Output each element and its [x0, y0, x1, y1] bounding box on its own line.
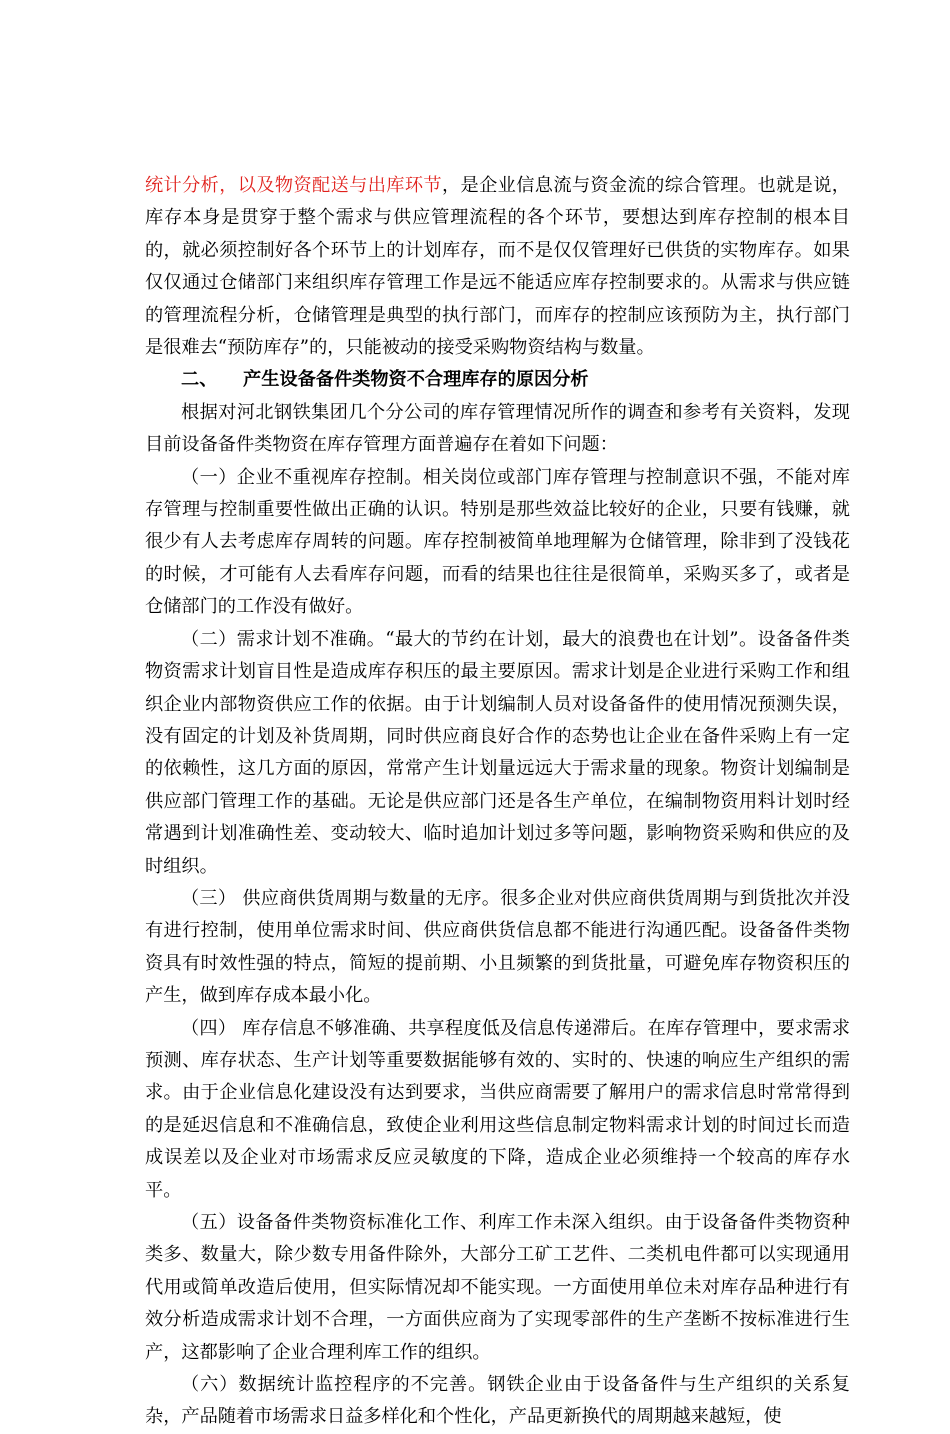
highlighted-phrase: 统计分析，以及物资配送与出库环节	[145, 175, 442, 196]
section-heading	[145, 364, 850, 396]
paragraph-issue-1: （一）企业不重视库存控制。相关岗位或部门库存管理与控制意识不强，不能对库存管理与控制重要性做出正确的认识。特别是那些效益比较好的企业，只要有钱赚，就很少有人去考虑库存周转的问题。库存控制被简单地理解为仓储管理，除非到了没钱花的时候，才可能有人去看库存问题，而看的结果也往往是很简单，采购买多了，或者是仓储部门的工作没有做好。	[145, 466, 850, 618]
section-number: 二、	[181, 369, 218, 391]
paragraph-issue-4: （四） 库存信息不够准确、共享程度低及信息传递滞后。在库存管理中，要求需求预测、库存状态、生产计划等重要数据能够有效的、实时的、快速的响应生产组织的需求。由于企业信息化建设没有达到要求，当供应商需要了解用户的需求信息时常常得到的是延迟信息和不准确信息，致使企业利用这些信息制定物料需求计划的时间过长而造成误差以及企业对市场需求反应灵敏度的下降，造成企业必须维持一个较高的库存水平。	[145, 1017, 850, 1201]
section-title: 产生设备备件类物资不合理库存的原因分析	[243, 369, 589, 391]
paragraph-survey: 根据对河北钢铁集团几个分公司的库存管理情况所作的调查和参考有关资料，发现目前设备备件类物资在库存管理方面普遍存在着如下问题：	[145, 401, 850, 456]
paragraph-intro	[145, 170, 850, 364]
paragraph-issue-6: （六）数据统计监控程序的不完善。钢铁企业由于设备备件与生产组织的关系复杂，产品随着市场需求日益多样化和个性化，产品更新换代的周期越来越短，使	[145, 1374, 850, 1428]
paragraph-intro-text: ，是企业信息流与资金流的综合管理。也就是说，库存本身是贯穿于整个需求与供应管理流程的各个环节，要想达到库存控制的根本目的，就必须控制好各个环节上的计划库存，而不是仅仅管理好已供货的实物库存。如果仅仅通过仓储部门来组织库存管理工作是远不能适应库存控制要求的。从需求与供应链的管理流程分析，仓储管理是典型的执行部门，而库存的控制应该预防为主，执行部门是很难去“预防库存”的，只能被动的接受采购物资结构与数量。	[145, 175, 850, 359]
paragraph-issue-2: （二）需求计划不准确。“最大的节约在计划，最大的浪费也在计划”。设备备件类物资需求计划盲目性是造成库存积压的最主要原因。需求计划是企业进行采购工作和组织企业内部物资供应工作的依据。由于计划编制人员对设备备件的使用情况预测失误，没有固定的计划及补货周期，同时供应商良好合作的态势也让企业在备件采购上有一定的依赖性，这几方面的原因，常常产生计划量远远大于需求量的现象。物资计划编制是供应部门管理工作的基础。无论是供应部门还是各生产单位，在编制物资用料计划时经常遇到计划准确性差、变动较大、临时追加计划过多等问题，影响物资采购和供应的及时组织。	[145, 628, 850, 877]
paragraph-issue-5: （五）设备备件类物资标准化工作、利库工作未深入组织。由于设备备件类物资种类多、数量大，除少数专用备件除外，大部分工矿工艺件、二类机电件都可以实现通用代用或简单改造后使用，但实际情况却不能实现。一方面使用单位未对库存品种进行有效分析造成需求计划不合理，一方面供应商为了实现零部件的生产垄断不按标准进行生产，这都影响了企业合理利库工作的组织。	[145, 1212, 850, 1363]
paragraph-issue-3: （三） 供应商供货周期与数量的无序。很多企业对供应商供货周期与到货批次并没有进行控制，使用单位需求时间、供应商供货信息都不能进行沟通匹配。设备备件类物资具有时效性强的特点，简短的提前期、小且频繁的到货批量，可避免库存物资积压的产生，做到库存成本最小化。	[145, 887, 850, 1007]
document-page	[145, 170, 850, 1434]
